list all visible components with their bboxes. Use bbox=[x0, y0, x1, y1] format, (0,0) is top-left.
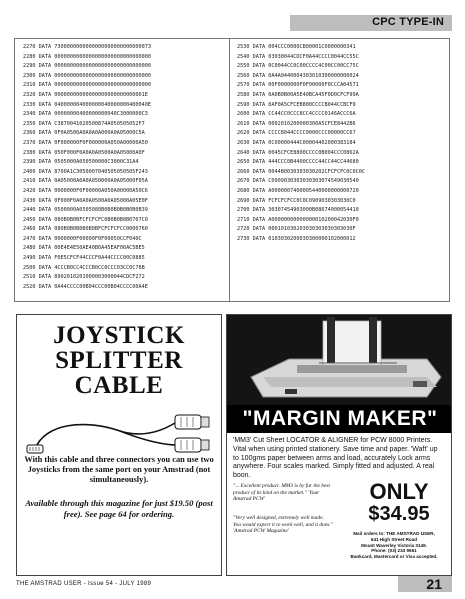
margin-maker-ad bbox=[226, 314, 452, 576]
ad-description: With this cable and three connectors you can use two Joysticks from the same port on your Amstrad (not simultaneously). bbox=[24, 455, 214, 484]
data-listing-box bbox=[14, 38, 450, 302]
listing-line: 2460 DATA 080B0B0B0B0B0BFCFCFCFCC0000760 bbox=[23, 226, 148, 233]
listing-line: 2360 DATA 0F0A0500A0A0A0A000A0A05000C5A bbox=[23, 130, 145, 137]
listing-line: 2660 DATA 0044B0030303030202CFCFCFC0C0C0C bbox=[237, 168, 366, 175]
review-quote-2: "Very well designed, extremely well made. You would expect it to work well, and it does." 'Amstrad PCW Magazine' bbox=[233, 515, 333, 535]
listing-line: 2590 DATA 0AF0A5CFCEB800CCCCB044CCBCF9 bbox=[237, 101, 356, 108]
ad-title-line-1: JOYSTICK bbox=[53, 322, 185, 349]
listing-line: 2380 DATA 050F000F0A0A0A0500A0A05000A0F bbox=[23, 149, 145, 156]
listing-line: 2520 DATA 0A44CCCC00B04CCC00B04CCCC00A4E bbox=[23, 283, 148, 290]
listing-line: 2650 DATA 444CCC0B4400CCCC44CC44CC44680 bbox=[237, 159, 359, 166]
price-label: $34.95 bbox=[368, 503, 430, 525]
listing-line: 2290 DATA 0000000000000000000000000000000 bbox=[23, 63, 152, 70]
printer-photo bbox=[227, 315, 452, 405]
listing-line: 2410 DATA 0A05000A0A0A050000A0A05000F05A bbox=[23, 178, 148, 185]
listing-line: 2300 DATA 0000000000000000000000000000000 bbox=[23, 72, 152, 79]
mail-order-info bbox=[339, 531, 449, 560]
connector-plug-bottom bbox=[175, 438, 209, 452]
listing-line: 2470 DATA 0000000F00000F0F00050CCF040C bbox=[23, 235, 142, 242]
section-header-band bbox=[290, 15, 452, 31]
listing-line: 2570 DATA 00F0000000F0F00000F0CCCA04571 bbox=[237, 82, 359, 89]
ad-title-line-2: SPLITTER bbox=[55, 347, 183, 374]
ad-title-line-3: CABLE bbox=[74, 372, 164, 399]
product-description: 'MM3' Cut Sheet LOCATOR & ALIGNER for PCW 8000 Printers. Vital when using printed stationery. Save time and paper. 'Waft' up to 100gms paper between arms and load, accurately Lock arms anywhere. Four scales marked. Simply fitted and adjusted. A real boon. bbox=[233, 437, 438, 480]
splitter-cable-illustration bbox=[25, 411, 215, 455]
listing-divider bbox=[229, 39, 230, 301]
connector-plug-top bbox=[175, 415, 209, 429]
only-label: ONLY bbox=[369, 479, 429, 504]
listing-line: 2610 DATA 0002010200000300A5CFCE8442B6 bbox=[237, 120, 356, 127]
listing-line: 2640 DATA 0045CFCE8800CCCC0B004CCC0862A bbox=[237, 149, 359, 156]
listing-line: 2670 DATA C0909030303030303074549030540 bbox=[237, 178, 359, 185]
listing-line: 2400 DATA 8700A1C3050007040505050505F243 bbox=[23, 168, 148, 175]
listing-line: 2620 DATA CCCC8044CCCC0000CCC00000CC67 bbox=[237, 130, 356, 137]
listing-line: 2270 DATA 7300000000000000000000000000073 bbox=[23, 44, 152, 50]
listing-line: 2490 DATA F0E5CFCF44CCCF0A44CCCC00C0885 bbox=[23, 255, 145, 262]
listing-line: 2530 DATA 004CCC0000CB00001C0000000341 bbox=[237, 44, 356, 50]
listing-line: 2440 DATA 0500000A0505080B0B0B0B0B0B0B39 bbox=[23, 207, 148, 214]
listing-line: 2630 DATA 0C00000444C00004402000383184 bbox=[237, 139, 356, 146]
listing-line: 2500 DATA 4CCCB0CC4CCCB0CC0CCC03CC0C78B bbox=[23, 264, 145, 271]
listing-line: 2280 DATA 0000000000000000000000000000000 bbox=[23, 53, 152, 60]
listing-line: 2600 DATA CC44CC0CCC8CC4CCCC0146ACCC6A bbox=[237, 111, 356, 118]
listing-line: 2700 DATA 30307454903000B08674000054410 bbox=[237, 207, 359, 214]
listing-line: 2720 DATA 000101030203030303030303030F bbox=[237, 226, 356, 233]
mail-line: Mount Waverley Victoria 3149. bbox=[361, 542, 427, 548]
section-title: CPC TYPE-IN bbox=[372, 16, 444, 28]
mail-line: Phone: (03) 233 9661 bbox=[371, 548, 417, 554]
listing-line: 2580 DATA 0A0B0B00A5E40BCA45F0D0CFCF99A bbox=[237, 91, 359, 98]
listing-line: 2450 DATA 080B0B0BFCFCFCFC0B0B0B0B0707C0 bbox=[23, 216, 148, 223]
listing-column-left bbox=[23, 43, 151, 292]
listing-line: 2310 DATA 0000000000000000000000000000000 bbox=[23, 82, 152, 89]
footer-publication: THE AMSTRAD USER - Issue 54 - JULY 1989 bbox=[16, 581, 152, 587]
mail-line: Mail orders to: THE AMSTRAD USER, bbox=[353, 531, 435, 536]
listing-line: 2420 DATA 0000000F0F00000A050A00000A50C6 bbox=[23, 187, 148, 194]
listing-line: 2330 DATA 040000004000000040000000400040E bbox=[23, 101, 152, 108]
listing-line: 2550 DATA 0C0044CC0C00CCCC4C00CC00CC75C bbox=[237, 63, 359, 70]
listing-line: 2430 DATA 0F000F0A0A0A0500A0A05000A05E0F bbox=[23, 197, 148, 204]
listing-line: 2510 DATA 8902010201000003000044CDCF272 bbox=[23, 274, 145, 281]
listing-line: 2540 DATA 03030044CDCF0A44CCCC0044CC55C bbox=[237, 53, 359, 60]
page-number: 21 bbox=[398, 576, 452, 592]
joystick-splitter-ad bbox=[16, 314, 222, 576]
mail-line: 641 High Street Road bbox=[370, 536, 418, 542]
listing-line: 2480 DATA 00E4E4E50AE40B0A45EAF00AC5BE5 bbox=[23, 245, 145, 252]
listing-line: 2350 DATA C3870041020500874A050505052F7 bbox=[23, 120, 145, 127]
ad-headline: "MARGIN MAKER" bbox=[227, 405, 452, 433]
listing-line: 2730 DATA 0103030200030300000102000012 bbox=[237, 235, 356, 242]
connector-plug-left bbox=[27, 445, 43, 453]
listing-line: 2560 DATA 0A4A0440004303010300000000024 bbox=[237, 72, 359, 79]
listing-line: 2340 DATA 00000000400000000040C3000000C3 bbox=[23, 111, 148, 118]
listing-line: 2320 DATA 00000000000000000000000000001E bbox=[23, 91, 148, 98]
mail-line: Bankcard, Mastercard or Visa accepted. bbox=[350, 554, 438, 560]
listing-column-right bbox=[237, 43, 365, 244]
review-quote-1: "... Excellent product. MM3 is by far the best product of its kind on the market." 'Your Amstrad PCW' bbox=[233, 483, 330, 503]
ad-order-info: Available through this magazine for just $19.50 (post free). See page 64 for ordering. bbox=[25, 498, 213, 519]
listing-line: 2390 DATA 0505000A050500000C3000C31A4 bbox=[23, 159, 139, 166]
listing-line: 2680 DATA A0000007400005440000000000720 bbox=[237, 187, 359, 194]
listing-line: 2710 DATA A00000000000000010200042030F0 bbox=[237, 216, 359, 223]
listing-line: 2370 DATA 0F000000F0F000000A050A00000A50 bbox=[23, 139, 148, 146]
listing-line: 2690 DATA FCFCFCFCC0C0C0909030303030C0 bbox=[237, 197, 356, 204]
